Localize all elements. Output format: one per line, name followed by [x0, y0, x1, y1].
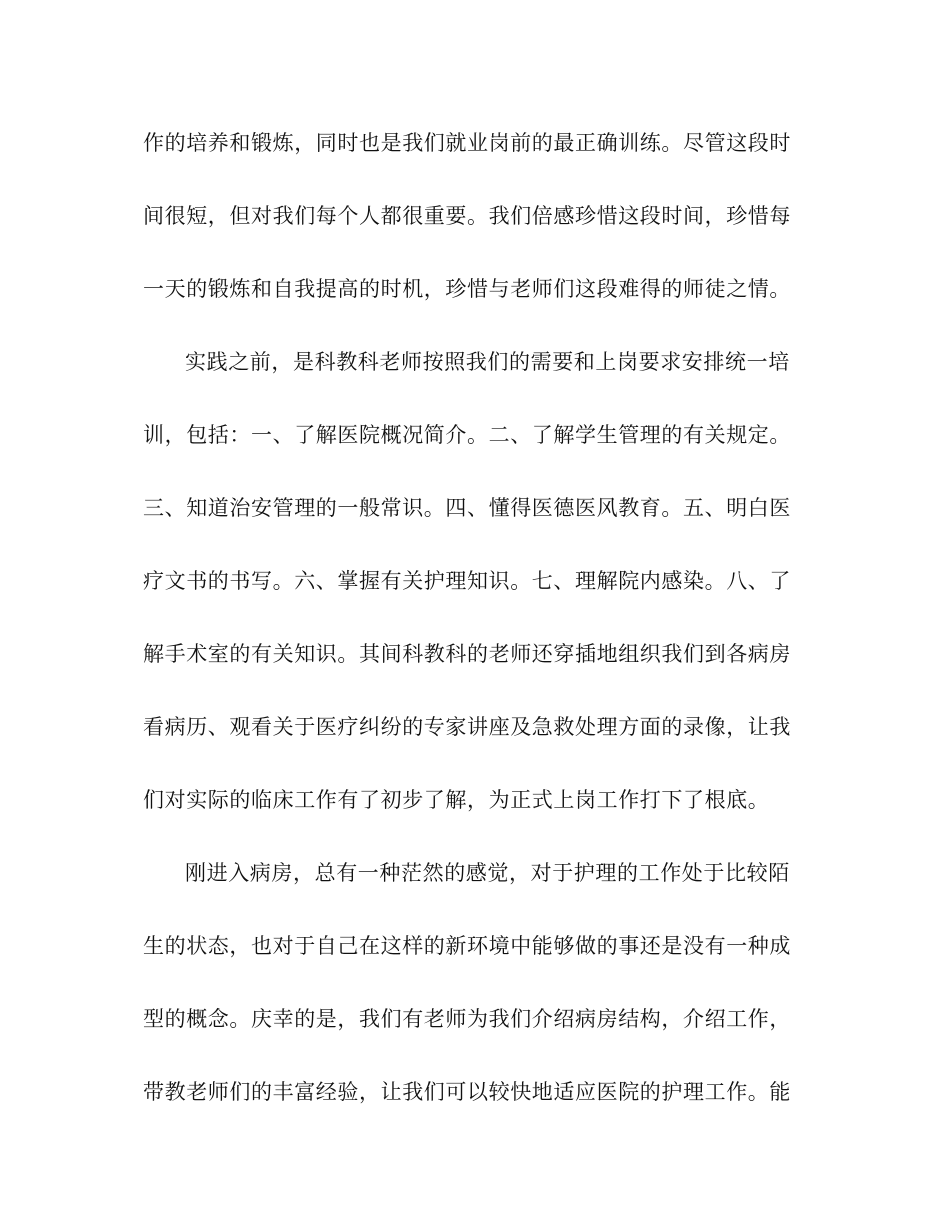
text-line-2: 间很短，但对我们每个人都很重要。我们倍感珍惜这段时间，珍惜每 — [143, 204, 791, 228]
paragraph-2-line-6: 看病历、观看关于医疗纠纷的专家讲座及急救处理方面的录像，让我 — [143, 715, 791, 739]
paragraph-2-line-5: 解手术室的有关知识。其间科教科的老师还穿插地组织我们到各病房 — [143, 642, 791, 666]
text-line-3: 一天的锻炼和自我提高的时机，珍惜与老师们这段难得的师徒之情。 — [143, 277, 791, 301]
paragraph-2-line-1: 实践之前，是科教科老师按照我们的需要和上岗要求安排统一培 — [185, 350, 790, 374]
paragraph-2-line-7: 们对实际的临床工作有了初步了解，为正式上岗工作打下了根底。 — [143, 788, 770, 812]
paragraph-2-line-3: 三、知道治安管理的一般常识。四、懂得医德医风教育。五、明白医 — [143, 496, 791, 520]
paragraph-3-line-3: 型的概念。庆幸的是，我们有老师为我们介绍病房结构，介绍工作， — [143, 1007, 791, 1031]
paragraph-3-line-1: 刚进入病房，总有一种茫然的感觉，对于护理的工作处于比较陌 — [185, 861, 790, 885]
paragraph-3-line-2: 生的状态，也对于自己在这样的新环境中能够做的事还是没有一种成 — [143, 934, 791, 958]
paragraph-2-line-4: 疗文书的书写。六、掌握有关护理知识。七、理解院内感染。八、了 — [143, 569, 791, 593]
paragraph-3-line-4: 带教老师们的丰富经验，让我们可以较快地适应医院的护理工作。能 — [143, 1080, 791, 1104]
text-line-1: 作的培养和锻炼，同时也是我们就业岗前的最正确训练。尽管这段时 — [143, 131, 791, 155]
paragraph-2-line-2: 训，包括：一、了解医院概况简介。二、了解学生管理的有关规定。 — [143, 423, 791, 447]
